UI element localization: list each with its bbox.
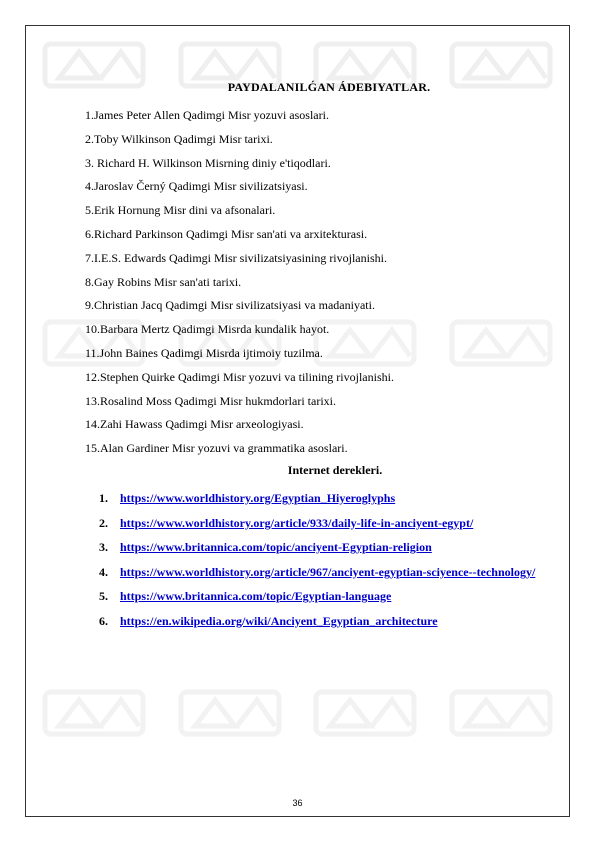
link-item (99, 535, 540, 560)
reference-list (85, 105, 394, 462)
reference-item: 13.Rosalind Moss Qadimgi Misr hukmdorlari tarixi. (85, 393, 336, 408)
internet-links-list (99, 486, 540, 633)
reference-item: 14.Zahi Hawass Qadimgi Misr arxeologiyasi. (85, 417, 304, 432)
internet-link[interactable]: https://www.worldhistory.org/article/933/daily-life-in-anciyent-egypt/ (120, 515, 474, 530)
reference-item: 4.Jaroslav Černý Qadimgi Misr sivilizatsiyasi. (85, 179, 308, 194)
link-item (99, 584, 540, 609)
reference-item: 8.Gay Robins Misr san'ati tarixi. (85, 274, 242, 289)
bibliography-title: PAYDALANILǴAN ÁDEBIYATLAR. (227, 80, 431, 94)
internet-link[interactable]: https://www.worldhistory.org/article/967/anciyent-egyptian-sciyence--technology/ (120, 564, 536, 579)
link-item (99, 609, 540, 634)
link-item (99, 560, 540, 585)
link-number: 1. (99, 491, 108, 505)
internet-link[interactable]: https://www.britannica.com/topic/Egyptian-language (120, 589, 392, 603)
link-item (99, 486, 540, 511)
reference-item: 5.Erik Hornung Misr dini va afsonalari. (85, 203, 276, 218)
reference-item: 2.Toby Wilkinson Qadimgi Misr tarixi. (85, 131, 273, 146)
reference-item: 1.James Peter Allen Qadimgi Misr yozuvi asoslari. (85, 108, 329, 122)
reference-item: 6.Richard Parkinson Qadimgi Misr san'ati va arxitekturasi. (85, 226, 368, 241)
internet-link[interactable]: https://www.britannica.com/topic/anciyent-Egyptian-religion (120, 540, 432, 554)
link-number: 5. (99, 589, 108, 603)
reference-item: 12.Stephen Quirke Qadimgi Misr yozuvi va tilining rivojlanishi. (85, 369, 394, 384)
link-number: 6. (99, 613, 108, 628)
internet-link[interactable]: https://en.wikipedia.org/wiki/Anciyent_Egyptian_architecture (120, 613, 438, 628)
reference-item: 10.Barbara Mertz Qadimgi Misrda kundalik hayot. (85, 322, 330, 337)
link-number: 4. (99, 564, 108, 579)
reference-item: 9.Christian Jacq Qadimgi Misr sivilizatsiyasi va madaniyati. (85, 298, 375, 313)
reference-item: 7.I.E.S. Edwards Qadimgi Misr sivilizatsiyasining rivojlanishi. (85, 250, 387, 265)
link-number: 3. (99, 540, 108, 554)
link-number: 2. (99, 515, 108, 530)
link-item (99, 511, 540, 536)
internet-sources-title: Internet derekleri. (287, 463, 383, 477)
reference-item: 3. Richard H. Wilkinson Misrning diniy e'tiqodlari. (85, 155, 331, 170)
reference-item: 15.Alan Gardiner Misr yozuvi va grammatika asoslari. (85, 441, 348, 456)
internet-link[interactable]: https://www.worldhistory.org/Egyptian_Hiyeroglyphs (120, 491, 396, 505)
page-number: 36 (292, 798, 303, 808)
reference-item: 11.John Baines Qadimgi Misrda ijtimoiy tuzilma. (85, 345, 323, 360)
